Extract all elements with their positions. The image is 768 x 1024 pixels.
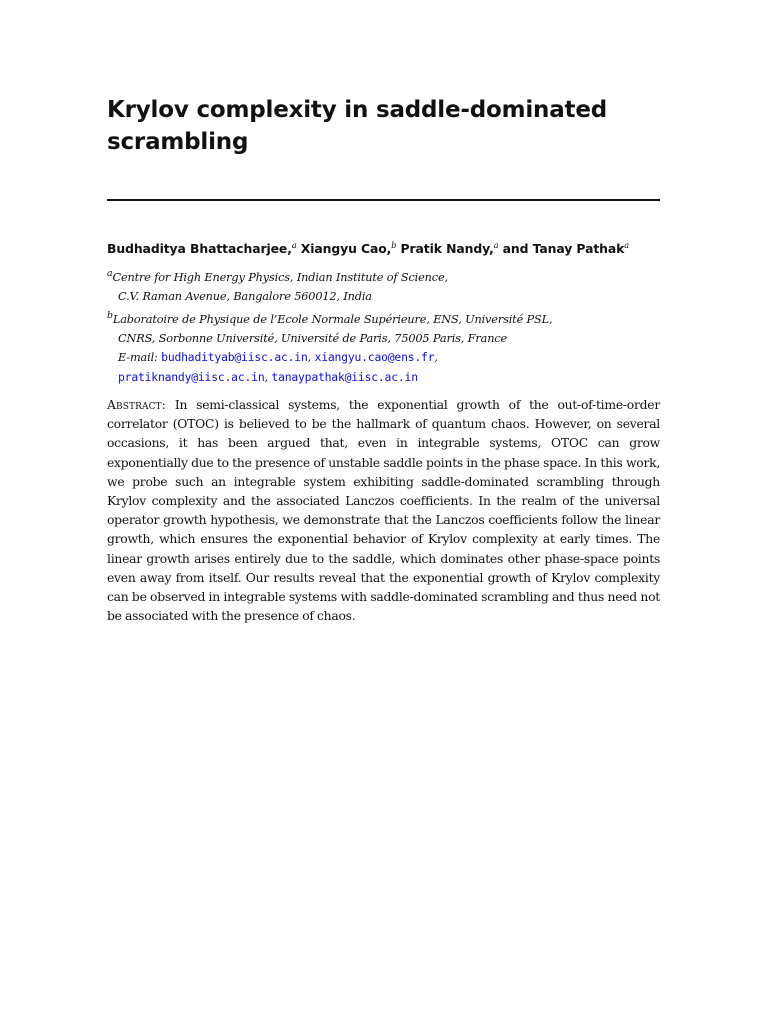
affiliation-line — [107, 287, 667, 306]
affiliation-mark: b — [107, 310, 113, 322]
author-name: Xiangyu Cao, — [300, 241, 392, 256]
email-link[interactable]: budhadityab@iisc.ac.in — [161, 350, 308, 365]
affiliations — [107, 264, 667, 387]
affiliation-text: Centre for High Energy Physics, Indian Institute of Science, — [112, 270, 448, 284]
email-label: E-mail: — [118, 351, 158, 365]
affiliation-text: Laboratoire de Physique de l’Ecole Normale Supérieure, ENS, Université PSL, — [112, 312, 553, 326]
author-affiliation-mark: a — [624, 241, 629, 250]
affiliation-text: CNRS, Sorbonne Université, Université de Paris, 75005 Paris, France — [118, 332, 508, 346]
author-name: and Tanay Pathak — [502, 241, 625, 256]
abstract-text: In semi-classical systems, the exponential growth of the out-of-time-order correlator (OTOC) is believed to be the hallmark of quantum chaos. However, on several occasions, it has been argued that, even in integrable systems, OTOC can grow exponentially due to the presence of unstable saddle points in the phase space. In this work, we probe such an integrable system exhibiting saddle-dominated scrambling through Krylov complexity and the associated Lanczos coefficients. In the realm of the universal operator growth hypothesis, we demonstrate that the Lanczos coefficients follow the linear growth, which ensures the exponential behavior of Krylov complexity at early times. The linear growth arises entirely due to the saddle, which dominates other phase-space points even away from itself. Our results reveal that the exponential growth of Krylov complexity can be observed in integrable systems with saddle-dominated scrambling and thus need not be associated with the presence of chaos. — [107, 398, 660, 624]
email-link[interactable]: xiangyu.cao@ens.fr — [314, 350, 435, 365]
author-affiliation-mark: b — [391, 241, 397, 250]
affiliation-mark: a — [107, 268, 113, 279]
author-name: Budhaditya Bhattacharjee, — [107, 241, 292, 256]
email-link[interactable]: tanaypathak@iisc.ac.in — [271, 369, 418, 384]
paper-title: Krylov complexity in saddle-dominated scrambling — [107, 97, 608, 155]
author-affiliation-mark: a — [493, 241, 499, 250]
affiliation-text: C.V. Raman Avenue, Bangalore 560012, India — [118, 289, 372, 303]
author-name: Pratik Nandy, — [400, 241, 494, 256]
author-affiliation-mark: a — [291, 241, 297, 250]
email-link[interactable]: pratiknandy@iisc.ac.in — [118, 369, 265, 384]
email-line: pratiknandy@iisc.ac.in, tanaypathak@iisc.ac.in — [118, 369, 418, 384]
author-list — [107, 240, 667, 258]
affiliation-line — [107, 306, 667, 329]
abstract — [107, 396, 660, 626]
title-rule — [107, 199, 660, 201]
affiliation-line — [107, 264, 667, 287]
abstract-heading: Abstract: — [107, 398, 166, 412]
affiliation-line — [107, 329, 667, 348]
email-line: E-mail: budhadityab@iisc.ac.in, xiangyu.cao@ens.fr, — [118, 350, 438, 365]
